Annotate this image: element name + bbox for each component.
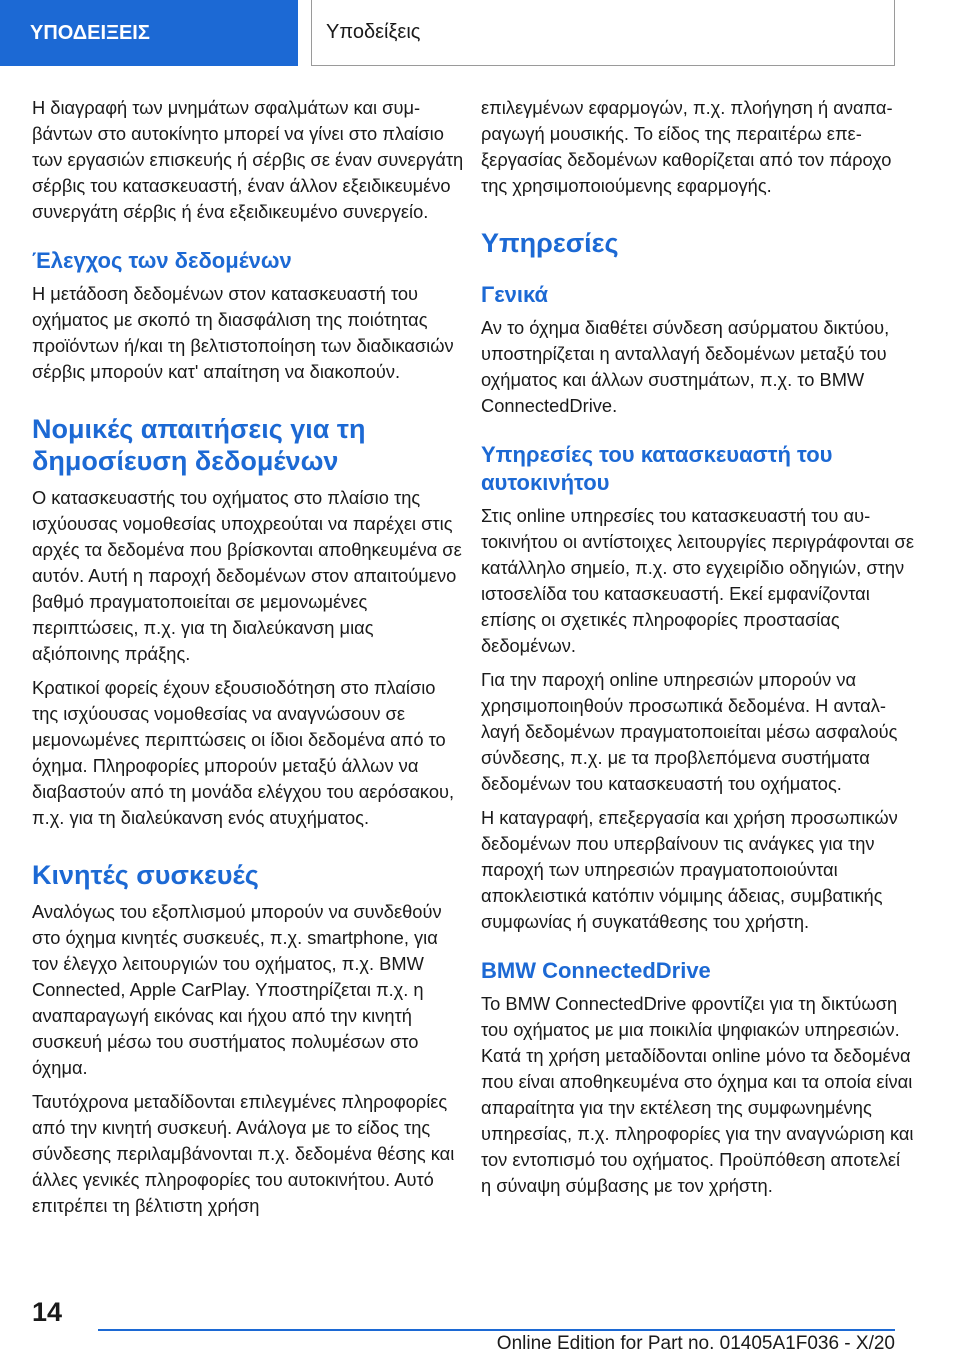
heading-bmw-connecteddrive: BMW ConnectedDrive xyxy=(481,958,711,983)
footer-divider xyxy=(98,1329,895,1331)
paragraph-data-control: Η μετάδοση δεδομένων στον κατασκευαστή του οχήματος με σκοπό τη διασφάλιση της ποιότητας προϊόντων ή/και τη βελτιστοποίηση των διαδικασιών σέρβις μπορούν κατ' απαίτηση να διακοπούν. xyxy=(32,283,454,382)
heading-manufacturer-services: Υπηρεσίες του κατασκευαστή του αυτοκινήτου xyxy=(481,442,833,495)
left-column xyxy=(32,95,465,1227)
paragraph-legal-2: Κρατικοί φορείς έχουν εξουσιοδότηση στο πλαίσιο της ισχύουσας νομοθεσίας να αναγνώσουν σε μεμονωμένες περιπτώσεις οι ίδιοι δεδομένα από το όχημα. Πληροφορίες μπορούν μεταξύ άλλων να διαβαστούν από τη μονάδα ελέγχου του αερόσακου, π.χ. για τη διαλεύκανση ενός ατυχήματος. xyxy=(32,677,455,828)
paragraph-mobile-2: Ταυτόχρονα μεταδίδονται επιλεγμένες πληροφορίες από την κινητή συσκευή. Ανάλογα με το είδος της σύνδεσης περιλαμβάνονται π.χ. δεδομένα θέσης και άλλες γενικές πληροφορίες του αυτοκινήτου. Αυτό επιτρέπει τη βέλτιστη χρήση xyxy=(32,1091,455,1216)
paragraph-intro: Η διαγραφή των μνημάτων σφαλμάτων και συμβάντων στο αυτοκίνητο μπορεί να γίνει στο πλαίσιο των εργασιών επισκευής ή σέρβις σε έναν συνεργάτη σέρβις του κατασκευαστή, έναν άλλον εξειδικευμένο συνεργάτη σέρβις ή ένα εξειδικευμένο συνεργείο. xyxy=(32,97,464,222)
heading-data-control: Έλεγχος των δεδομένων xyxy=(32,248,292,273)
right-column xyxy=(481,95,914,1207)
footer-edition: Online Edition for Part no. 01405A1F036 - X/20 xyxy=(496,1333,895,1354)
section-tab: ΥΠΟΔΕΙΞΕΙΣ xyxy=(0,0,298,66)
paragraph-mobile-1: Αναλόγως του εξοπλισμού μπορούν να συνδεθούν στο όχημα κινητές συσκευές, π.χ. smartphone, για τον έλεγχο λειτουργιών του οχήματος, π.χ. BMW Connected, Apple CarPlay. Υποστηρίζεται π.χ. η αναπαραγωγή εικόνας και ήχου από την κινητή συσκευή μέσω του συστήματος πολυμέσων στο όχημα. xyxy=(32,901,442,1078)
paragraph-bmw-connecteddrive: Το BMW ConnectedDrive φροντίζει για τη δικτύωση του οχήματος με μια ποικιλία ψηφιακών υπηρεσιών. Κατά τη χρήση μεταδίδονται online μόνο τα δεδομένα που είναι αποθηκευμένα στο όχημα και τα οποία είναι απαραίτητα για την εκτέλεση της συμφωνημένης υπηρεσίας, π.χ. πληροφορίες για την αναγνώριση και τον εντοπισμό του οχήματος. Προϋπόθεση αποτελεί η σύναψη σύμβασης με τον χρήστη. xyxy=(481,993,914,1196)
paragraph-general: Αν το όχημα διαθέτει σύνδεση ασύρματου δικτύου, υποστηρίζεται η ανταλλαγή δεδομένων μεταξύ του οχήματος και άλλων συστημάτων, π.χ. το BMW ConnectedDrive. xyxy=(481,317,890,416)
heading-general: Γενικά xyxy=(481,282,549,307)
breadcrumb: Υποδείξεις xyxy=(311,0,895,66)
paragraph-manufacturer-1: Στις online υπηρεσίες του κατασκευαστή του αυτοκινήτου οι αντίστοιχες λειτουργίες περιγράφονται σε κατάλληλο σημείο, π.χ. στο εγχειρίδιο οδηγιών, στην ιστοσελίδα του κατασκευαστή. Εκεί εμφανίζονται επίσης οι σχετικές πληροφορίες προστασίας δεδομένων. xyxy=(481,505,914,656)
heading-mobile-devices: Κινητές συσκευές xyxy=(32,860,259,890)
paragraph-manufacturer-3: Η καταγραφή, επεξεργασία και χρήση προσωπικών δεδομένων που υπερβαίνουν τις ανάγκες για την παροχή των υπηρεσιών πραγματοποιούνται αποκλειστικά κατόπιν νόμιμης άδειας, συμβατικής συμφωνίας ή συγκατάθεσης του χρήστη. xyxy=(481,807,898,932)
page-number: 14 xyxy=(32,1297,63,1327)
paragraph-continued: επιλεγμένων εφαρμογών, π.χ. πλοήγηση ή αναπαραγωγή μουσικής. Το είδος της περαιτέρω επεξεργασίας δεδομένων καθορίζεται από τον πάροχο της χρησιμοποιούμενης εφαρμογής. xyxy=(481,97,893,196)
heading-services: Υπηρεσίες xyxy=(481,228,619,258)
paragraph-manufacturer-2: Για την παροχή online υπηρεσιών μπορούν να χρησιμοποιηθούν προσωπικά δεδομένα. Η ανταλλαγή δεδομένων πραγματοποιείται μέσω ασφαλούς σύνδεσης, π.χ. με τα προβλεπόμενα συστήματα δεδομένων του κατασκευαστή του οχήματος. xyxy=(481,669,898,794)
heading-legal-requirements: Νομικές απαιτήσεις για τη δημοσίευση δεδομένων xyxy=(32,414,366,476)
paragraph-legal-1: Ο κατασκευαστής του οχήματος στο πλαίσιο της ισχύουσας νομοθεσίας υποχρεούται να παρέχει στις αρχές τα δεδομένα που βρίσκονται αποθηκευμένα σε αυτόν. Αυτή η παροχή δεδομένων στον απαιτούμενο βαθμό πραγματοποιείται σε μεμονωμένες περιπτώσεις, π.χ. για τη διαλεύκανση μιας αξιόποινης πράξης. xyxy=(32,487,462,664)
